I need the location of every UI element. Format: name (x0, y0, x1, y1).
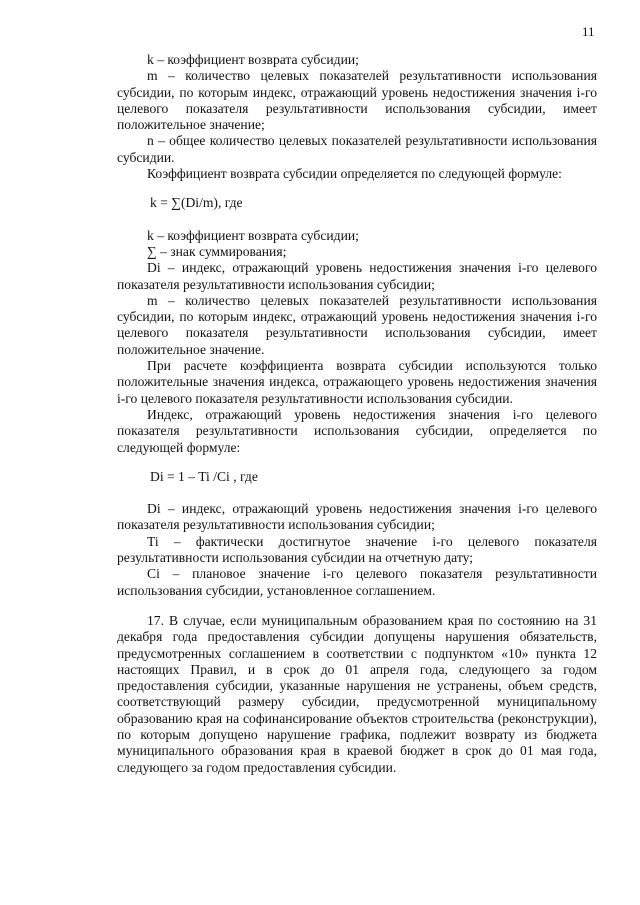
document-body (117, 52, 597, 776)
paragraph-m-definition: m – количество целевых показателей результативности использования субсидии, по которым индекс, отражающий уровень недостижения значения i-го целевого показателя результативности использования субсидии, имеет положительное значение; (117, 68, 597, 133)
paragraph-ci-definition: Ci – плановое значение i-го целевого показателя результативности использования субсидии, установленное соглашением. (117, 566, 597, 598)
paragraph-di-definition: Di – индекс, отражающий уровень недостижения значения i-го целевого показателя результативности использования субсидии; (117, 260, 597, 292)
paragraph-item-17: 17. В случае, если муниципальным образованием края по состоянию на 31 декабря года предоставления субсидии допущены нарушения обязательств, предусмотренных соглашением в соответствии с подпунктом «10» пункта 12 настоящих Правил, и в срок до 01 апреля года, следующего за годом предоставления субсидии, указанные нарушения не устранены, объем средств, соответствующий размеру субсидии, предусмотренной муниципальному образованию края на софинансирование объектов строительства (реконструкции), по которым допущено нарушение графика, подлежит возврату из бюджета муниципального образования края в краевой бюджет в срок до 01 мая года, следующего за годом предоставления субсидии. (117, 612, 597, 775)
paragraph-k-definition-2: k – коэффициент возврата субсидии; (147, 227, 359, 243)
paragraph-sum-sign: ∑ – знак суммирования; (147, 243, 287, 259)
section-gap (117, 599, 597, 613)
paragraph-di-definition-2: Di – индекс, отражающий уровень недостижения значения i-го целевого показателя результативности использования субсидии; (117, 501, 597, 533)
paragraph-coefficient-intro: Коэффициент возврата субсидии определяется по следующей формуле: (147, 166, 562, 182)
paragraph-index-intro: Индекс, отражающий уровень недостижения значения i-го целевого показателя результативности использования субсидии, определяется по следующей формуле: (117, 406, 597, 455)
paragraph-positive-values: При расчете коэффициента возврата субсидии используются только положительные значения индекса, отражающего уровень недостижения значения i-го целевого показателя результативности использования субсидии. (117, 358, 597, 406)
paragraph-k-definition: k – коэффициент возврата субсидии; (147, 52, 359, 67)
paragraph-m-definition-2: m – количество целевых показателей результативности использования субсидии, по которым индекс, отражающий уровень недостижения значения i-го целевого показателя результативности использования субсидии, имеет положительное значение. (117, 292, 597, 357)
paragraph-ti-definition: Ti – фактически достигнутое значение i-го целевого показателя результативности использования субсидии на отчетную дату; (117, 533, 597, 566)
formula-k: k = ∑(Di/m), где (150, 195, 243, 211)
formula-di: Di = 1 – Ti /Ci , где (150, 468, 258, 484)
paragraph-n-definition: n – общее количество целевых показателей результативности использования субсидии. (117, 133, 597, 165)
page-number: 11 (582, 24, 595, 39)
